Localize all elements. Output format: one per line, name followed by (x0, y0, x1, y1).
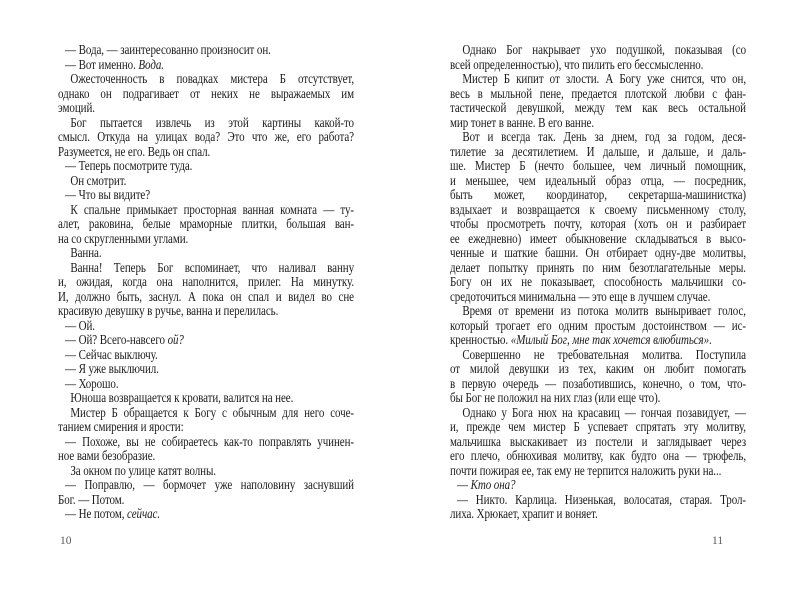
text-line: в первую очередь — позаботившись, конечно, о том, что- (450, 375, 746, 391)
text-line: И, должно быть, заснул. А пока он спал и видел во сне (58, 288, 354, 304)
text-line: средоточиться минимальна — это еще в лучшем случае. (450, 288, 711, 304)
page-right (450, 43, 746, 522)
text-line: — Ой? Всего-навсего ой? (64, 332, 184, 347)
text-line: — Кто она? (456, 477, 516, 492)
text-line: — Поправлю, — бормочет уже наполовину заснувший (64, 477, 354, 492)
text-line: — Хорошо. (64, 375, 119, 391)
text-line: и, прежде чем мистер Б успевает спрятать эту молитву, (450, 419, 746, 434)
page-number-right: 11 (712, 535, 724, 547)
text-line: чтобы просмотреть почту, которая (хоть он и разбирает (450, 216, 746, 231)
text-line: За окном по улице катят волны. (70, 462, 216, 478)
text-line: кренностью. «Милый Бог, мне так хочется влюбиться». (450, 332, 712, 347)
text-line: на со скругленными углами. (58, 230, 189, 246)
text-line: который трогает его одним простым достоинством — ис- (450, 317, 746, 333)
text-line: Совершенно не требовательная молитва. Поступила (462, 346, 746, 362)
text-line: Ванна! Теперь Бог вспоминает, что наливал ванну (70, 259, 354, 275)
text-line: Разумеется, не его. Ведь он спал. (58, 143, 211, 159)
text-line: алет, раковина, белые мраморные плитки, большая ван- (58, 216, 354, 231)
text-line: лиха. Хрюкает, храпит и воняет. (450, 506, 598, 521)
text-line: — Ой. (64, 317, 95, 333)
page-right-text (450, 43, 746, 522)
text-line: Однако Бог накрывает ухо подушкой, показывая (со (462, 42, 746, 57)
text-line: от милой девушки из тех, каким он любит помогать (450, 361, 746, 376)
page-left-text (58, 43, 354, 522)
text-line: тастической девушкой, между тем как весь остальной (450, 100, 746, 115)
text-line: Юноша возвращается к кровати, валится на нее. (70, 390, 294, 405)
text-line: — Похоже, вы не собираетесь как-то поправлять учинен- (64, 433, 354, 449)
text-line: Бог. — Потом. (58, 491, 125, 507)
text-line: — Вот именно. Вода. (64, 56, 164, 72)
text-line: эмоций. (58, 100, 95, 115)
text-line: ное вами безобразие. (58, 448, 156, 463)
text-line: Ванна. (70, 245, 102, 260)
text-line: тилетие за десятилетием. И дальше, и дальше, и даль- (450, 143, 746, 159)
text-line: ее ежедневно) имеет обыкновение складываться в высо- (450, 230, 746, 246)
text-line: — Сейчас выключу. (64, 346, 158, 362)
page-number-left: 10 (60, 535, 72, 547)
text-line: танием смирения и ярости: (58, 419, 184, 434)
text-line: красивую девушку в ручье, ванна и перелилась. (58, 303, 279, 318)
text-line: Ожесточенность в повадках мистера Б отсутствует, (70, 71, 354, 86)
text-line: Бог пытается извлечь из этой картины какой-то (70, 114, 354, 130)
text-line: Мистер Б обращается к Богу с обычным для него соче- (70, 404, 354, 420)
text-line: делает попытку принять по ним безотлагательные меры. (450, 259, 746, 275)
text-line: бы Бог не положил на них глаз (или еще что). (450, 390, 661, 405)
text-line: мальчишка выскакивает из постели и заглядывает через (450, 433, 746, 449)
text-line: Богу он их не показывает, способность мальчишки со- (450, 274, 746, 289)
text-line: ше. Мистер Б (нечто большее, чем личный помощник, (450, 158, 746, 173)
text-line: ченные и шаткие башни. Он отбирает одну-две молитвы, (450, 245, 746, 260)
text-line: смысл. Откуда на улицах вода? Это что же, его работа? (58, 129, 354, 144)
text-line: К спальне примыкает просторная ванная комната — ту- (70, 201, 354, 217)
text-line: Он смотрит. (70, 172, 127, 188)
text-line: Время от времени из потока молитв выныривает голос, (462, 303, 746, 318)
text-line: однако он подрагивает от неких не выражаемых им (58, 85, 354, 101)
text-line: весь в мыльной пене, предается плотской любви с фан- (450, 85, 746, 101)
page-left (58, 43, 354, 522)
text-line: его плечо, обнюхивая молитву, как будто она — трюфель, (450, 448, 746, 463)
text-line: — Что вы видите? (64, 187, 151, 202)
text-line: мир тонет в ванне. В его ванне. (450, 114, 595, 130)
text-line: быть может, координатор, секретарша-машинистка) (450, 187, 746, 202)
text-line: и меньшее, чем идеальный образ отца, — посредник, (450, 172, 746, 188)
text-line: — Теперь посмотрите туда. (64, 158, 193, 173)
text-line: — Никто. Карлица. Низенькая, волосатая, старая. Трол- (456, 491, 746, 507)
text-line: Мистер Б кипит от злости. А Богу уже снится, что он, (462, 71, 746, 86)
text-line: вздыхает и возвращается к своему письменному столу, (450, 201, 746, 217)
text-line: почти пожирая ее, так ему не терпится наложить руки на... (450, 462, 722, 478)
text-line: всей определенностью), что пилить его бессмысленно. (450, 56, 704, 72)
text-line: — Вода, — заинтересованно произносит он. (64, 42, 271, 57)
text-line: Вот и всегда так. День за днем, год за годом, деся- (462, 129, 746, 144)
text-line: Однако у Бога нюх на красавиц — гончая позавидует, — (462, 404, 746, 420)
text-line: и, ожидая, когда она наполнится, прилег. На минутку. (58, 274, 354, 289)
text-line: — Не потом, сейчас. (64, 506, 161, 521)
text-line: — Я уже выключил. (64, 361, 159, 376)
